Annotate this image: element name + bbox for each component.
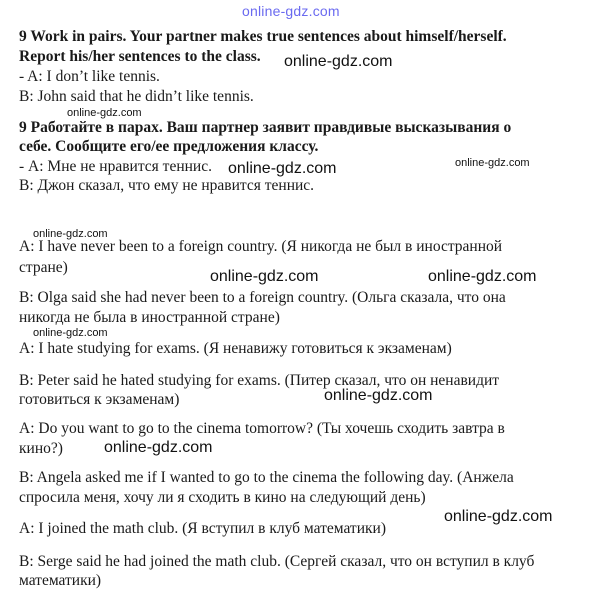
example-b-ru: В: Джон сказал, что ему не нравится теннис. (19, 177, 315, 194)
watermark-small: online-gdz.com (455, 157, 530, 169)
watermark: online-gdz.com (284, 53, 393, 70)
watermark-small: online-gdz.com (33, 228, 108, 240)
answer-7-line1: A: I joined the math club. (Я вступил в клуб математики) (19, 520, 386, 537)
answer-8-line1: B: Serge said he had joined the math club. (Сергей сказал, что он вступил в клуб (19, 553, 535, 570)
watermark: online-gdz.com (210, 268, 319, 285)
watermark: online-gdz.com (428, 268, 537, 285)
watermark: online-gdz.com (104, 439, 213, 456)
answer-6-line2: спросила меня, хочу ли я сходить в кино на следующий день) (19, 489, 426, 506)
watermark: online-gdz.com (324, 387, 433, 404)
answer-4-line1: B: Peter said he hated studying for exams. (Питер сказал, что он ненавидит (19, 372, 500, 389)
answer-2-line2: никогда не была в иностранной стране) (19, 309, 280, 326)
watermark-small: online-gdz.com (33, 327, 108, 339)
task-heading-ru-line2: себе. Сообщите его/ее предложения классу. (19, 138, 319, 155)
answer-1-line1: A: I have never been to a foreign country. (Я никогда не был в иностранной (19, 238, 503, 255)
task-heading-en-line1: 9 Work in pairs. Your partner makes true sentences about himself/herself. (19, 28, 507, 45)
answer-2-line1: B: Olga said she had never been to a foreign country. (Ольга сказала, что она (19, 289, 506, 306)
answer-3-line1: A: I hate studying for exams. (Я ненавижу готовиться к экзаменам) (19, 340, 452, 357)
answer-5-line1: A: Do you want to go to the cinema tomorrow? (Ты хочешь сходить завтра в (19, 420, 505, 437)
example-a-ru: - А: Мне не нравится теннис. (19, 158, 212, 175)
answer-4-line2: готовиться к экзаменам) (19, 391, 180, 408)
example-b-en: B: John said that he didn’t like tennis. (19, 88, 254, 105)
answer-8-line2: математики) (19, 572, 102, 589)
watermark-small: online-gdz.com (67, 107, 142, 119)
answer-1-line2: стране) (19, 259, 68, 276)
answer-5-line2: кино?) (19, 440, 63, 457)
task-heading-ru-line1: 9 Работайте в парах. Ваш партнер заявит правдивые высказывания о (19, 119, 512, 136)
task-heading-en-line2: Report his/her sentences to the class. (19, 48, 261, 65)
answer-6-line1: B: Angela asked me if I wanted to go to the cinema the following day. (Анжела (19, 469, 514, 486)
watermark: online-gdz.com (228, 160, 337, 177)
watermark-top: online-gdz.com (242, 3, 340, 19)
example-a-en: - A: I don’t like tennis. (19, 68, 160, 85)
watermark: online-gdz.com (444, 508, 553, 525)
